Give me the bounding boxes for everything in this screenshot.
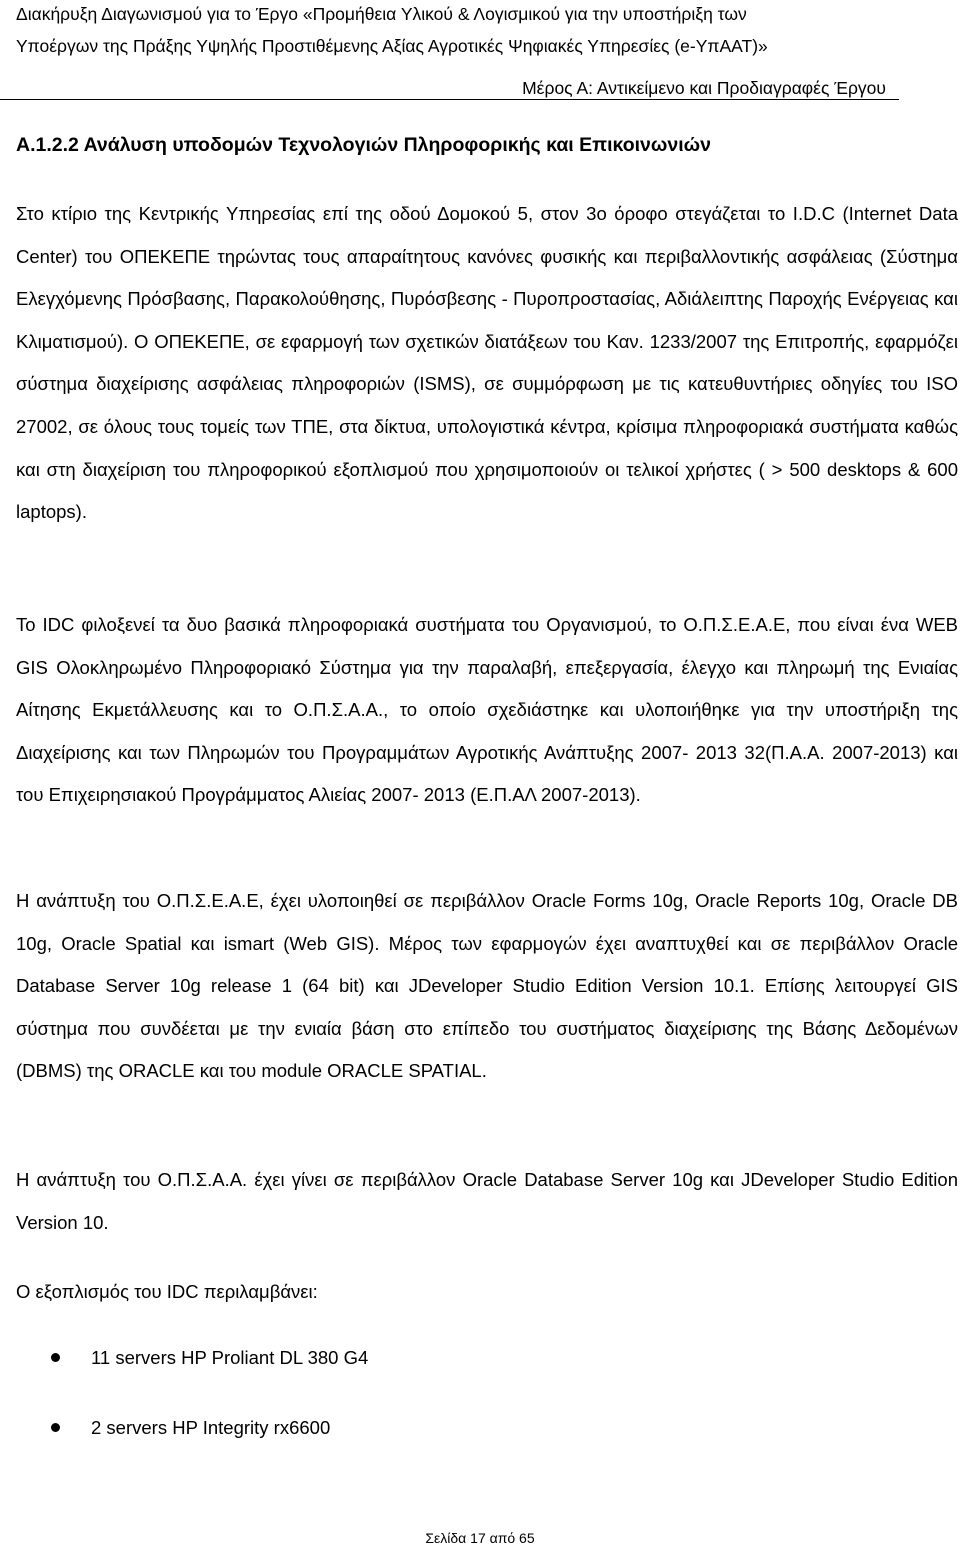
bullet-icon [51, 1423, 60, 1432]
header-line-1: Διακήρυξη Διαγωνισμού για το Έργο «Προμήθεια Υλικού & Λογισμικού για την υποστήριξη των [16, 4, 747, 24]
list-item-text: 11 servers HP Proliant DL 380 G4 [91, 1347, 369, 1368]
paragraph-opseae-development: Η ανάπτυξη του Ο.Π.Σ.Ε.Α.Ε, έχει υλοποιηθεί σε περιβάλλον Oracle Forms 10g, Oracle Reports 10g, Oracle DB 10g, Oracle Spatial και ismart (Web GIS). Μέρος των εφαρμογών έχει αναπτυχθεί και σε περιβάλλον Oracle Database Server 10g release 1 (64 bit) και JDeveloper Studio Edition Version 10.1. Επίσης λειτουργεί GIS σύστημα που συνδέεται με την ενιαία βάση στο επίπεδο του συστήματος διαχείρισης της Βάσης Δεδομένων (DBMS) της ORACLE και του module ORACLE SPATIAL. [16, 890, 958, 1082]
paragraph-idc-location: Στο κτίριο της Κεντρικής Υπηρεσίας επί της οδού Δομοκού 5, στον 3ο όροφο στεγάζεται το I.D.C (Internet Data Center) του ΟΠΕΚΕΠΕ τηρώντας τους απαραίτητους κανόνες φυσικής και περιβαλλοντικής ασφάλειας (Σύστημα Ελεγχόμενης Πρόσβασης, Παρακολούθησης, Πυρόσβεσης - Πυροπροστασίας, Αδιάλειπτης Παροχής Ενέργειας και Κλιματισμού). Ο ΟΠΕΚΕΠΕ, σε εφαρμογή των σχετικών διατάξεων του Καν. 1233/2007 της Επιτροπής, εφαρμόζει σύστημα διαχείρισης ασφάλειας πληροφοριών (ISMS), σε συμμόρφωση με τις κατευθυντήριες οδηγίες του ISO 27002, σε όλους τους τομείς των ΤΠΕ, στα δίκτυα, υπολογιστικά κέντρα, κρίσιμα πληροφοριακά συστήματα καθώς και στη διαχείριση του πληροφορικού εξοπλισμού που χρησιμοποιούν οι τελικοί χρήστες ( > 500 desktops & 600 laptops). [16, 203, 958, 523]
page-number: Σελίδα 17 από 65 [425, 1530, 535, 1546]
header-line-2: Υποέργων της Πράξης Υψηλής Προστιθέμενης Αξίας Αγροτικές Ψηφιακές Υπηρεσίες (e-ΥπΑΑΤ)» [16, 36, 768, 56]
paragraph-information-systems: Το IDC φιλοξενεί τα δυο βασικά πληροφοριακά συστήματα του Οργανισμού, το Ο.Π.Σ.Ε.Α.Ε, που είναι ένα WEB GIS Ολοκληρωμένο Πληροφοριακό Σύστημα για την παραλαβή, επεξεργασία, έλεγχο και πληρωμή της Ενιαίας Αίτησης Εκμετάλλευσης και το Ο.Π.Σ.Α.Α., το οποίο σχεδιάστηκε και υλοποιήθηκε για την υποστήριξη της Διαχείρισης και των Πληρωμών του Προγραμμάτων Αγροτικής Ανάπτυξης 2007- 2013 32(Π.Α.Α. 2007-2013) και του Επιχειρησιακού Προγράμματος Αλιείας 2007- 2013 (Ε.Π.ΑΛ 2007-2013). [16, 614, 958, 806]
list-item [0, 1407, 600, 1447]
paragraph-equipment-intro: Ο εξοπλισμός του IDC περιλαμβάνει: [16, 1281, 318, 1302]
list-item [0, 1337, 600, 1377]
header-divider [0, 99, 899, 100]
header-line-3: Μέρος Α: Αντικείμενο και Προδιαγραφές Έργου [522, 78, 886, 98]
list-item-text: 2 servers HP Integrity rx6600 [91, 1417, 331, 1438]
section-title: Α.1.2.2 Ανάλυση υποδομών Τεχνολογιών Πληροφορικής και Επικοινωνιών [16, 134, 711, 156]
bullet-icon [51, 1353, 60, 1362]
paragraph-opsaa-development: Η ανάπτυξη του Ο.Π.Σ.Α.Α. έχει γίνει σε περιβάλλον Oracle Database Server 10g και JDeveloper Studio Edition Version 10. [16, 1169, 958, 1233]
